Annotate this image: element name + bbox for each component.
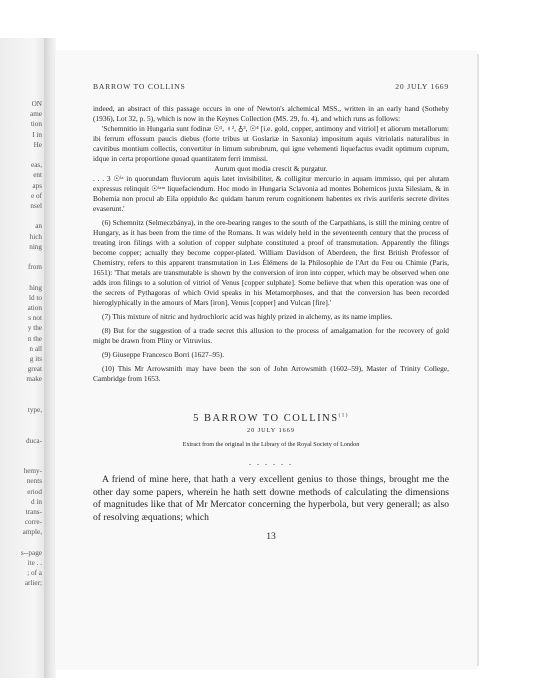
latin-quote-2: . . . 3 ☉ⁱᵃ in quorundam fluviorum aquis latet invisibiliter, & colligitur mercurio in aquam immisso, qui per alutam expressus relinquit ☉ⁱᵃᵐ liquefaciendum. Hoc modo in Hungaria Sclavonia ad montes Bohemicos juxta Silesiam, & in Bohemia non procul ab Eila oppidulo &c quidam harum rerum cognitionem habentes ex rivis auriferis secrete divites evaserunt.' [93, 174, 449, 213]
left-page-fragment: e of [31, 191, 42, 200]
section-title [93, 414, 449, 424]
left-page-fragment: great [27, 365, 42, 374]
latin-quote-heading: Aurum quot modia crescit & purgatur. [214, 164, 328, 173]
left-page-fragment: ite . . [27, 559, 42, 567]
left-page-fragment: aps [32, 181, 42, 190]
left-page-fragment: He [33, 140, 42, 149]
left-page-fragment: ON [31, 100, 42, 108]
footnote-8: (8) But for the suggestion of a trade secret this allusion to the process of amalgamation for the recovery of gold might be drawn from Pliny or Vitruvius. [93, 326, 449, 345]
running-head-right: 20 JULY 1669 [395, 82, 449, 91]
left-page-fragment: I in [32, 130, 42, 139]
footnote-7: (7) This mixture of nitric and hydrochloric acid was highly prized in alchemy, as its name implies. [102, 312, 393, 321]
left-page-fragment: eas, [31, 161, 42, 170]
left-page-fragment: hich [29, 232, 42, 241]
section-source: Extract from the original in the Library of the Royal Society of London [182, 441, 360, 448]
section-title-footnote-marker: (1) [338, 413, 349, 419]
left-page-fragment: ent [33, 171, 42, 180]
left-page-fragment: make [26, 375, 42, 384]
left-page-fragment: ation [27, 304, 42, 312]
left-page-fragment: hing [29, 283, 42, 292]
page-edge [477, 54, 479, 666]
left-page-fragment: n all [29, 344, 42, 353]
left-page-fragment: corre- [24, 518, 42, 527]
left-page-fragment: y the [27, 324, 42, 333]
section-date: 20 JULY 1669 [247, 427, 295, 434]
right-page [55, 52, 477, 668]
left-page-fragment: ld to [29, 293, 42, 302]
left-page-fragment: nents [26, 477, 42, 486]
left-page-fragment: nsel [30, 202, 42, 210]
footnote-9: (9) Giuseppe Francesco Borri (1627–95). [102, 350, 225, 359]
intro-paragraph: indeed, an abstract of this passage occurs in one of Newton's alchemical MSS., written in an early hand (Sotheby (1936), Lot 32, p. 5), which is now in the Keynes Collection (MS. 29, fo. 4), and which runs as follows: [93, 104, 449, 123]
left-page-fragment: ample, [22, 528, 42, 537]
footnote-6: (6) Schemnitz (Selmeczbánya), in the ore-bearing ranges to the south of the Carpathians, is still the mining centre of Hungary, as it has been from the time of the Romans. It was widely held in the seventeenth century that the process of treating iron filings with a solution of copper sulphate constituted a proof of transmutation. Apparently the filings become copper; actually they become copper-plated. William Davidson of Aberdeen, the first British Professor of Chemistry, refers to this apparent transmutation in Les Élémens de la Philosophie de l'Art du Feu ou Chimie (Paris, 1651): 'That metals are transmutable is shown by the conversion of iron into copper, which may be observed when one adds iron filings to a solution of vitriol of Venus [copper sulphate]. Some believe that when this operation was one of the secrets of Pythagoras of which Ovid speaks in his Metamorphoses, and that the conversion has been recorded hieroglyphically in the amours of Mars [iron], Venus [copper] and Vulcan [fire].' [93, 218, 449, 307]
running-head [93, 82, 449, 92]
left-page-fragment: ning [29, 242, 42, 251]
page-number: 13 [266, 531, 276, 542]
left-page-fragment: arlier; [24, 579, 42, 588]
left-page-fragment: trans- [25, 508, 42, 516]
ellipsis-divider: . . . . . . [249, 458, 293, 467]
left-page-fragment: hemy- [23, 467, 42, 476]
left-page-fragment: n the [27, 334, 42, 343]
left-page-fragment: an [35, 222, 42, 231]
letter-text: A friend of mine here, that hath a very excellent genius to those things, brought me the other day some papers, wherein he hath sett downe methods of calculating the dimensions of magnitudes like that of Mr Mercator concerning the hyperbola, but very generall; as also of resolving æquations; which [93, 474, 449, 523]
left-page-fragment: eriod [27, 487, 42, 496]
left-page-fragment: duca- [26, 436, 42, 445]
left-page-fragment: ame [30, 110, 42, 119]
left-page-fragment: g its [29, 355, 42, 363]
left-page-fragment: tion [30, 120, 42, 129]
left-page-fragment: d in [31, 497, 42, 506]
footnote-10: (10) This Mr Arrowsmith may have been the son of John Arrowsmith (1602–59), Master of Trinity College, Cambridge from 1653. [93, 364, 449, 383]
left-page [0, 38, 48, 678]
left-page-fragment: s not [28, 314, 42, 323]
running-head-left: BARROW TO COLLINS [93, 82, 186, 91]
left-page-fragment: from [28, 263, 42, 272]
left-page-fragment: s--page [20, 548, 42, 557]
left-page-fragment: type, [27, 406, 42, 414]
section-title-text: 5 BARROW TO COLLINS [193, 413, 339, 424]
left-page-fragment: ; of a [27, 569, 42, 578]
latin-quote-1: 'Schemnitio in Hungaria sunt fodinæ ☉¹, ♀², ♁³, ☉⁴ [i.e. gold, copper, antimony and vitriol] et aliorum metallorum: ibi ferrum effossum paucis diebus (forte tribus ut Goslariæ in Saxonia) impositum aquis vitriolatis naturalibus in cavitibus montium collectis, convertitur in limum subrubrum, qui igne vehementi liquefactus evadit optimum cuprum, idque in certa proportione quoad quantitatem ferri immissi. [93, 124, 449, 163]
page-text [93, 82, 449, 542]
